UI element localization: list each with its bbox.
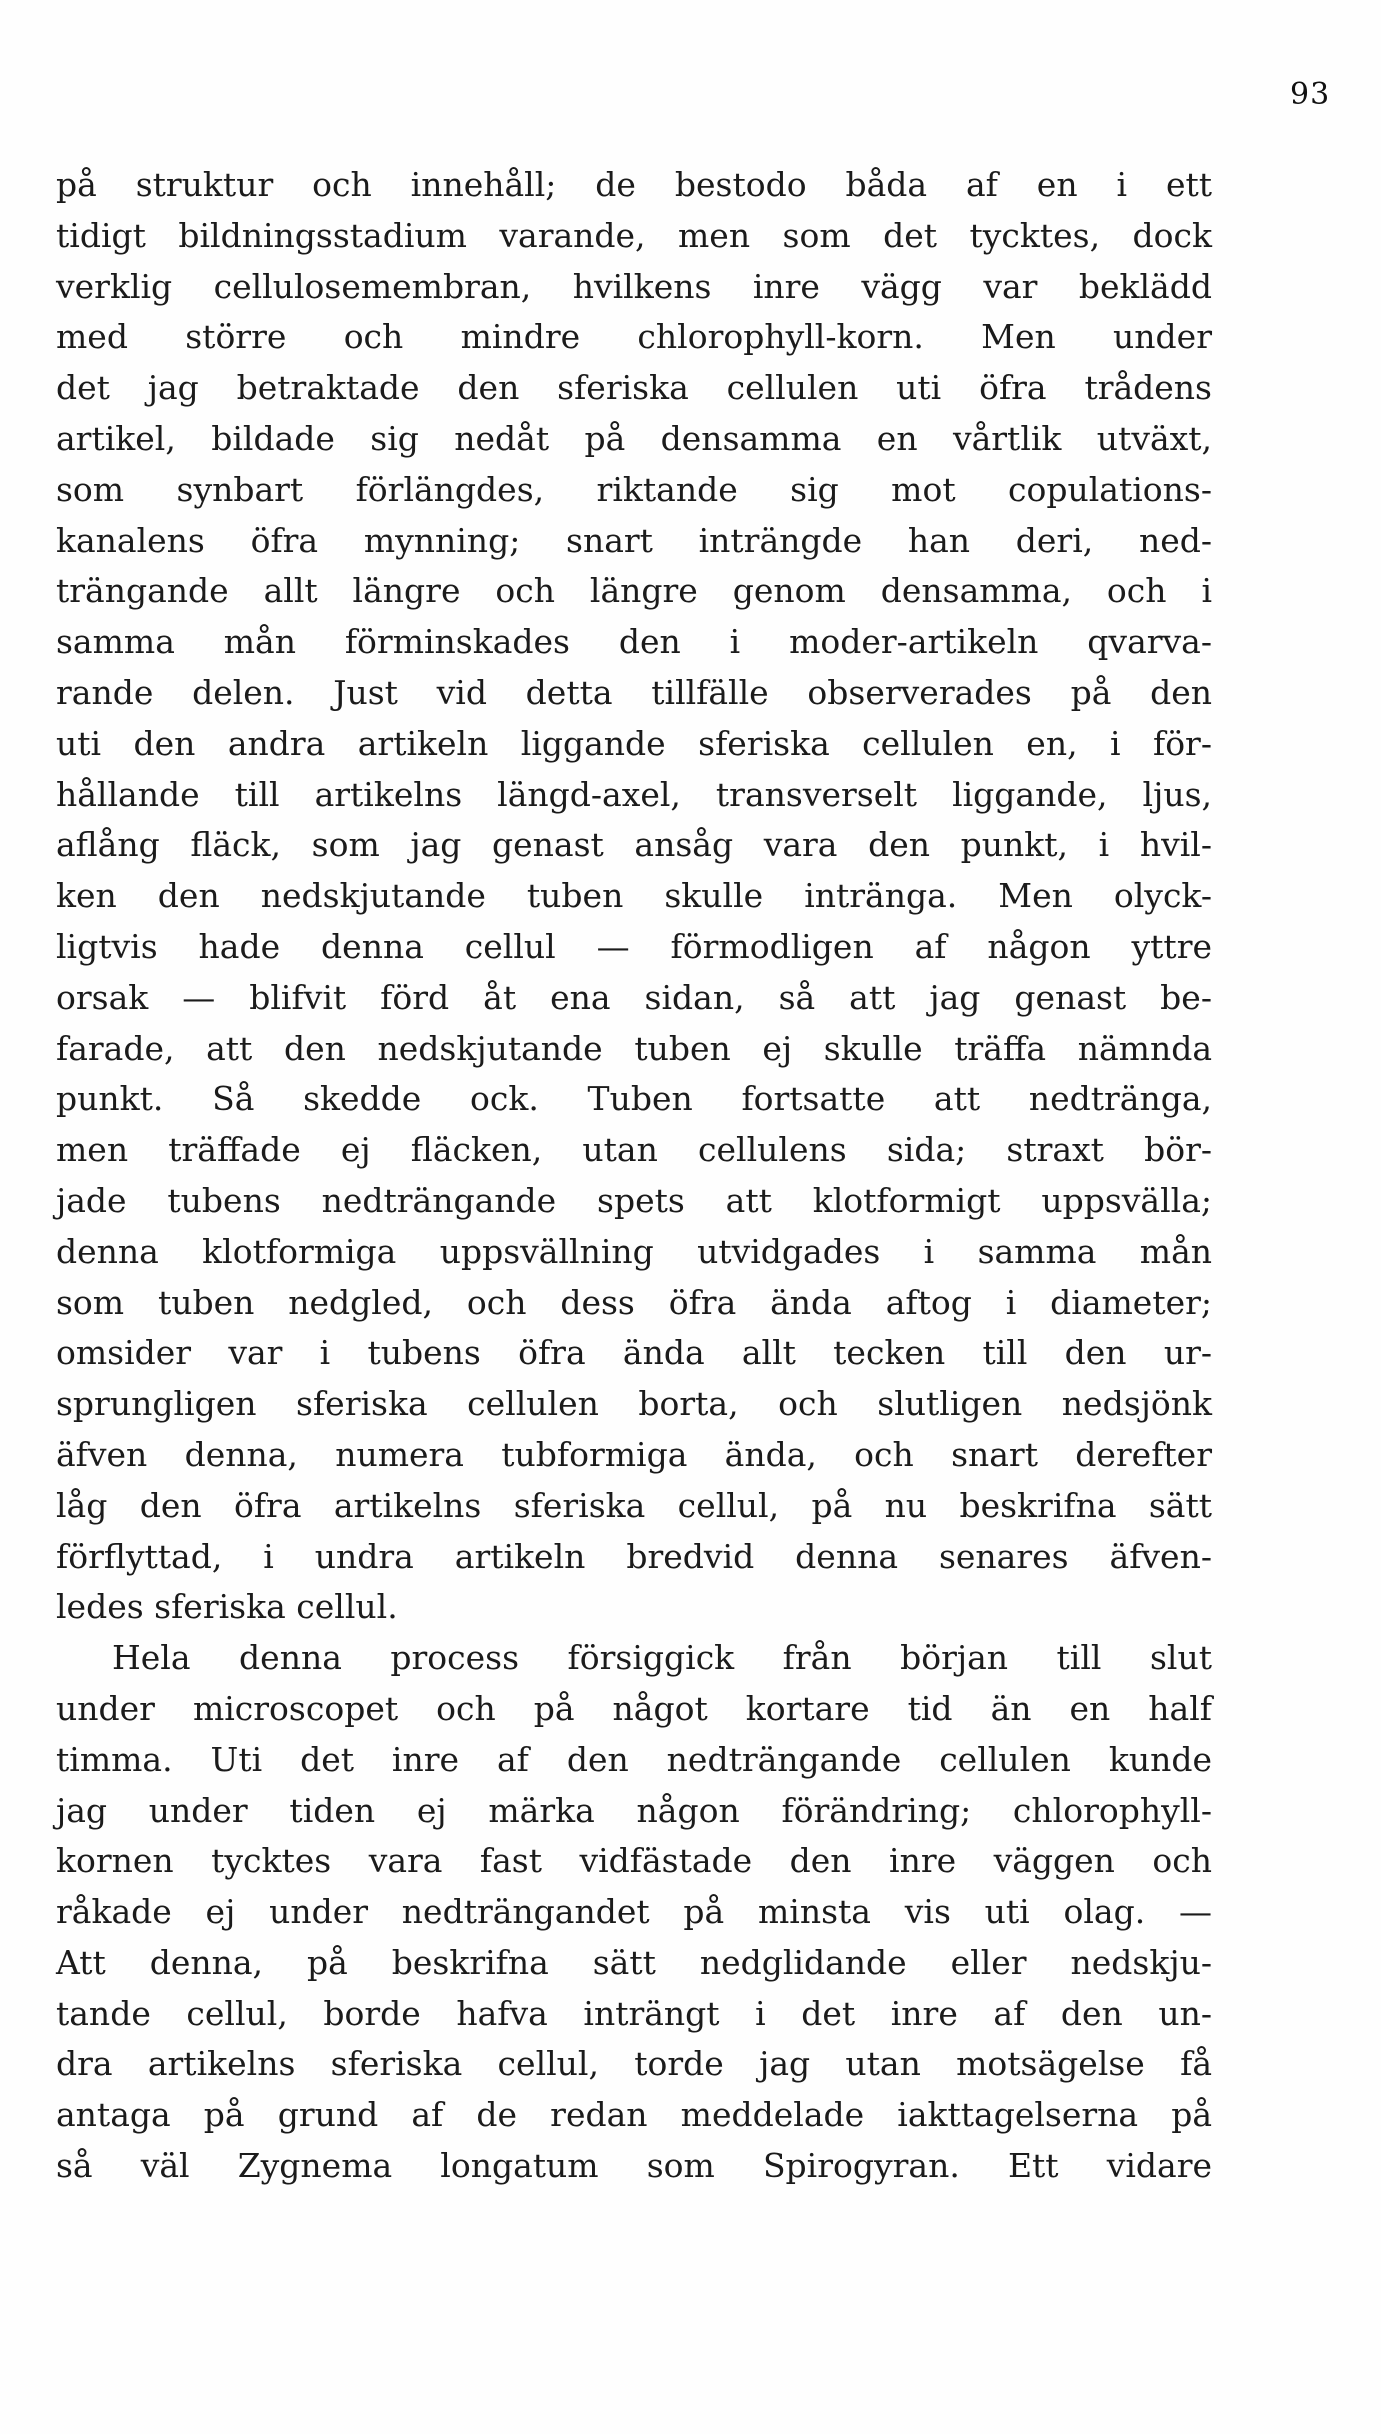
text-line: verklig cellulosemembran, hvilkens inre vägg var beklädd bbox=[56, 266, 1212, 306]
text-line: men träffade ej fläcken, utan cellulens sida; straxt bör- bbox=[56, 1130, 1212, 1170]
text-line: kornen tycktes vara fast vidfästade den inre väggen och bbox=[56, 1841, 1212, 1881]
text-line: kanalens öfra mynning; snart inträngde han deri, ned- bbox=[56, 520, 1212, 560]
text-line: aflång fläck, som jag genast ansåg vara den punkt, i hvil- bbox=[56, 825, 1212, 865]
text-line: med större och mindre chlorophyll-korn. Men under bbox=[56, 317, 1212, 357]
text-line: tande cellul, borde hafva inträngt i det inre af den un- bbox=[56, 1993, 1212, 2033]
text-line: som tuben nedgled, och dess öfra ända aftog i diameter; bbox=[56, 1282, 1212, 1322]
text-line: antaga på grund af de redan meddelade iakttagelserna på bbox=[56, 2095, 1212, 2135]
text-line: tidigt bildningsstadium varande, men som det tycktes, dock bbox=[56, 215, 1212, 255]
text-line: orsak — blifvit förd åt ena sidan, så att jag genast be- bbox=[56, 977, 1212, 1017]
body-text bbox=[56, 160, 1212, 2192]
text-line: förflyttad, i undra artikeln bredvid denna senares äfven- bbox=[56, 1536, 1212, 1576]
text-line: timma. Uti det inre af den nedträngande cellulen kunde bbox=[56, 1739, 1212, 1779]
text-line: det jag betraktade den sferiska cellulen uti öfra trådens bbox=[56, 368, 1212, 408]
text-line: under microscopet och på något kortare tid än en half bbox=[56, 1688, 1212, 1728]
text-line: uti den andra artikeln liggande sferiska cellulen en, i för- bbox=[56, 723, 1212, 763]
text-line: omsider var i tubens öfra ända allt tecken till den ur- bbox=[56, 1333, 1212, 1373]
text-line: farade, att den nedskjutande tuben ej skulle träffa nämnda bbox=[56, 1028, 1212, 1068]
text-line: jade tubens nedträngande spets att klotformigt uppsvälla; bbox=[56, 1180, 1212, 1220]
text-line: ledes sferiska cellul. bbox=[56, 1587, 398, 1627]
page-number: 93 bbox=[1290, 77, 1331, 112]
text-line: råkade ej under nedträngandet på minsta vis uti olag. — bbox=[56, 1892, 1212, 1932]
text-line: äfven denna, numera tubformiga ända, och snart derefter bbox=[56, 1434, 1212, 1474]
text-line: dra artikelns sferiska cellul, torde jag utan motsägelse få bbox=[56, 2044, 1212, 2084]
text-line: rande delen. Just vid detta tillfälle observerades på den bbox=[56, 672, 1212, 712]
text-line: på struktur och innehåll; de bestodo båda af en i ett bbox=[56, 165, 1212, 204]
text-line: låg den öfra artikelns sferiska cellul, på nu beskrifna sätt bbox=[56, 1485, 1212, 1525]
text-line: denna klotformiga uppsvällning utvidgades i samma mån bbox=[56, 1231, 1212, 1271]
text-line: artikel, bildade sig nedåt på densamma en vårtlik utväxt, bbox=[56, 418, 1212, 458]
text-line: ligtvis hade denna cellul — förmodligen af någon yttre bbox=[56, 926, 1212, 966]
text-line: så väl Zygnema longatum som Spirogyran. Ett vidare bbox=[56, 2146, 1212, 2186]
text-line: hållande till artikelns längd-axel, transverselt liggande, ljus, bbox=[56, 774, 1212, 814]
text-line: Hela denna process försiggick från början till slut bbox=[112, 1638, 1212, 1678]
text-line: trängande allt längre och längre genom densamma, och i bbox=[56, 571, 1212, 611]
text-line: sprungligen sferiska cellulen borta, och slutligen nedsjönk bbox=[56, 1384, 1212, 1424]
text-line: Att denna, på beskrifna sätt nedglidande eller nedskju- bbox=[56, 1942, 1212, 1982]
text-line: jag under tiden ej märka någon förändring; chlorophyll- bbox=[56, 1790, 1212, 1830]
text-line: som synbart förlängdes, riktande sig mot copulations- bbox=[56, 469, 1212, 509]
text-line: ken den nedskjutande tuben skulle intränga. Men olyck- bbox=[56, 876, 1212, 916]
text-line: samma mån förminskades den i moder-artikeln qvarva- bbox=[56, 622, 1212, 662]
text-line: punkt. Så skedde ock. Tuben fortsatte att nedtränga, bbox=[56, 1079, 1212, 1119]
